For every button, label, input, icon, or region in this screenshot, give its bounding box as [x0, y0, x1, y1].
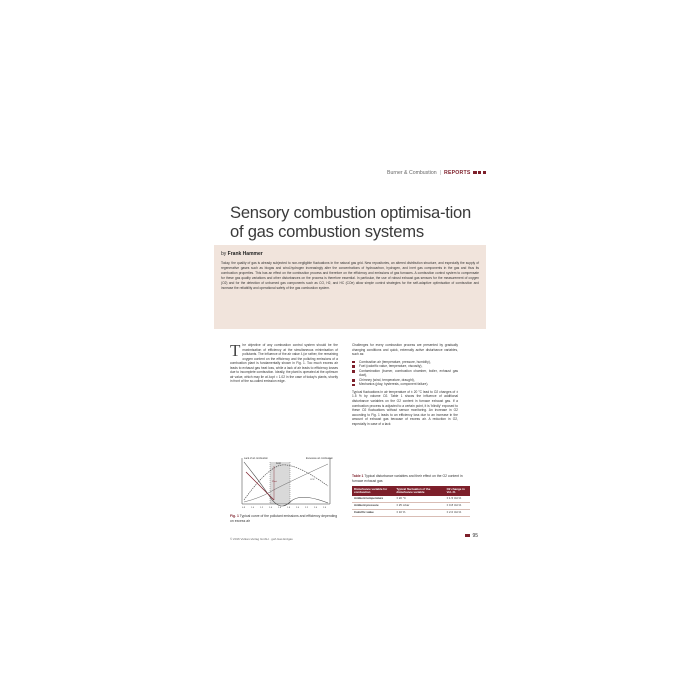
- table-caption-text: Typical disturbance variables and their effect on the O2 content in furnace exhaust gas: [352, 474, 463, 483]
- abstract-text: Today, the quality of gas is already subjected to non-negligible fluctuations in the natural gas grid. New repositories, an altered distribution structure, and especially the supply of regenerative gases such as biogas and wind-hydrogen increasingly alter the concentrations of hydrocarbon, hydrogen, and inert gas components in the gas and thus its combustion properties. This has an effect on the combustion process and therefore on the efficiency and emissions of gas furnaces. A combustion control system to compensate for these gas quality variations and other disturbances on the process is therefore essential. In particular, the use of robust exhaust gas sensors for the measurement of oxygen (O2) and for the detection of unburned gas components such as CO, H2, and HC (COe) allow simple control strategies for the self-adaptive optimisation of combustion and increase the reliability and operational safety of the gas combustion system.: [221, 261, 479, 291]
- drop-cap: T: [230, 341, 241, 360]
- body-column-left: [230, 343, 338, 384]
- running-header: [387, 170, 486, 176]
- table-cell: Ambient pressure: [352, 503, 394, 510]
- x-tick-label: 2.6: [323, 507, 327, 509]
- page-number-text: 95: [472, 533, 478, 539]
- list-item-text: Mechanics (play, hysteresis, component failure).: [359, 382, 429, 387]
- abstract-box: [214, 245, 486, 329]
- body-paragraph: Typical fluctuations in air temperature of ± 20 °C lead to O2 changes of ± 1.5 % by volume O2. Table 1 shows the influence of additional disturbance variables on the O2 content in furnace exhaust gas. If a combustion process is adjusted to a certain point, it is 'blindly' exposed to these O2 fluctuations without sensor monitoring. An increase in O2 according to Fig. 1 leads to an efficiency loss due to an increase in the amount of exhaust gas because of excess air. A reduction in O2, especially in case of a lack: [352, 389, 458, 426]
- figure-caption-text: Typical curve of the pollutant emissions and efficiency depending on excess air: [230, 514, 338, 523]
- table-row: [352, 510, 470, 517]
- x-tick-label: 1.4: [269, 507, 273, 509]
- header-square-icon: [478, 171, 482, 175]
- page-number: [465, 533, 478, 539]
- disturbance-table: [352, 486, 470, 517]
- section-label: Burner & Combustion: [387, 170, 437, 176]
- figure-plot: [230, 452, 338, 514]
- table-header-row: [352, 486, 470, 496]
- list-item-text: Contamination (burner, combustion chamber, boiler, exhaust gas duct),: [359, 368, 458, 378]
- lost-label: Plost: [272, 481, 277, 483]
- x-tick-label: 1.8: [287, 507, 291, 509]
- x-tick-label: 2.4: [314, 507, 318, 509]
- body-column-right: [352, 343, 458, 426]
- lambda-opt-label: λopt: [276, 462, 281, 465]
- table-caption: [352, 474, 472, 483]
- x-tick-label: 0.9: [242, 507, 246, 509]
- header-square-icon: [473, 171, 477, 175]
- table-cell: ± 25 mbar: [394, 503, 444, 510]
- disturbance-list: [352, 360, 458, 387]
- table-cell: Ambient temperature: [352, 496, 394, 502]
- header-separator: |: [439, 170, 441, 176]
- table-header-cell: O2 change in Vol.-%: [445, 486, 470, 496]
- list-item-text: Chimney (wind, temperature, draught),: [359, 377, 415, 382]
- co2-label: CO2: [310, 479, 315, 481]
- table-header-cell: Typical fluctuation of the disturbance variable: [394, 486, 444, 496]
- x-tick-label: 2.2: [305, 507, 309, 509]
- article-title: Sensory combustion optimisa-tion of gas combustion systems: [230, 203, 472, 241]
- journal-page: [214, 148, 486, 552]
- footer-copyright: © 2016 Vulkan-Verlag GmbH · gwf-Gas Erdgas: [230, 537, 293, 541]
- x-tick-labels: [242, 507, 327, 509]
- x-tick-label: 2.0: [296, 507, 300, 509]
- x-tick-label: 1.2: [260, 507, 264, 509]
- list-item-text: Combustion air (temperature, pressure, humidity),: [359, 359, 431, 364]
- table-header-cell: Disturbance variable for combustion: [352, 486, 394, 496]
- x-tick-label: 1.6: [278, 507, 282, 509]
- table-label: Table 1: [352, 474, 364, 478]
- figure-1: [230, 452, 338, 514]
- header-square-icon: [483, 171, 487, 175]
- right-annotation: Excessive air combustion: [306, 457, 333, 460]
- author-name: Frank Hammer: [227, 251, 263, 257]
- body-paragraph: he objective of any combustion control system should be the maximisation of efficiency at the simultaneous minimisation of pollutants. The influence of the air value λ (or rather, the remaining oxygen content on the efficiency and the polluting emissions of a combustion plant is fundamentally shown in Fig. 1. Too much excess air leads to exhaust gas heat loss, while a lack of air leads to efficiency losses due to incomplete combustion. Ideally, the plant is operated at the optimum air value, which may lie at λopt = 1.02 in the case of today's plants, shortly in front of the so-called emission edge.: [230, 343, 338, 384]
- bullet-square-icon: [352, 370, 355, 373]
- page-marker-icon: [465, 534, 470, 536]
- table-row: [352, 503, 470, 510]
- table-cell: ± 20 °C: [394, 496, 444, 502]
- bullet-square-icon: [352, 365, 355, 368]
- bullet-square-icon: [352, 361, 355, 364]
- bullet-square-icon: [352, 379, 355, 382]
- table-cell: ± 0.8 Vol.%: [445, 503, 470, 510]
- bullet-square-icon: [352, 384, 355, 387]
- category-label: REPORTS: [444, 170, 471, 176]
- left-annotation: Lack of air combustion: [244, 457, 268, 460]
- byline-prefix: by: [221, 251, 227, 257]
- list-item-text: Fuel (calorific value, temperature, viscosity),: [359, 364, 423, 369]
- table-cell: ± 1.5 Vol.%: [445, 496, 470, 502]
- figure-caption: [230, 514, 338, 523]
- byline: [221, 251, 263, 257]
- table-cell: ± 2.0 Vol.%: [445, 510, 470, 517]
- figure-label: Fig. 1: [230, 514, 239, 518]
- table-cell: ± 10 %: [394, 510, 444, 517]
- body-paragraph: Challenges for every combustion process are presented by gradually changing conditions and quick, externally active disturbance variables, such as:: [352, 343, 458, 357]
- lost-curve: [246, 472, 274, 500]
- x-tick-label: 1.0: [251, 507, 255, 509]
- table-cell: Calorific value: [352, 510, 394, 517]
- list-item: [352, 369, 458, 378]
- list-item: [352, 382, 458, 387]
